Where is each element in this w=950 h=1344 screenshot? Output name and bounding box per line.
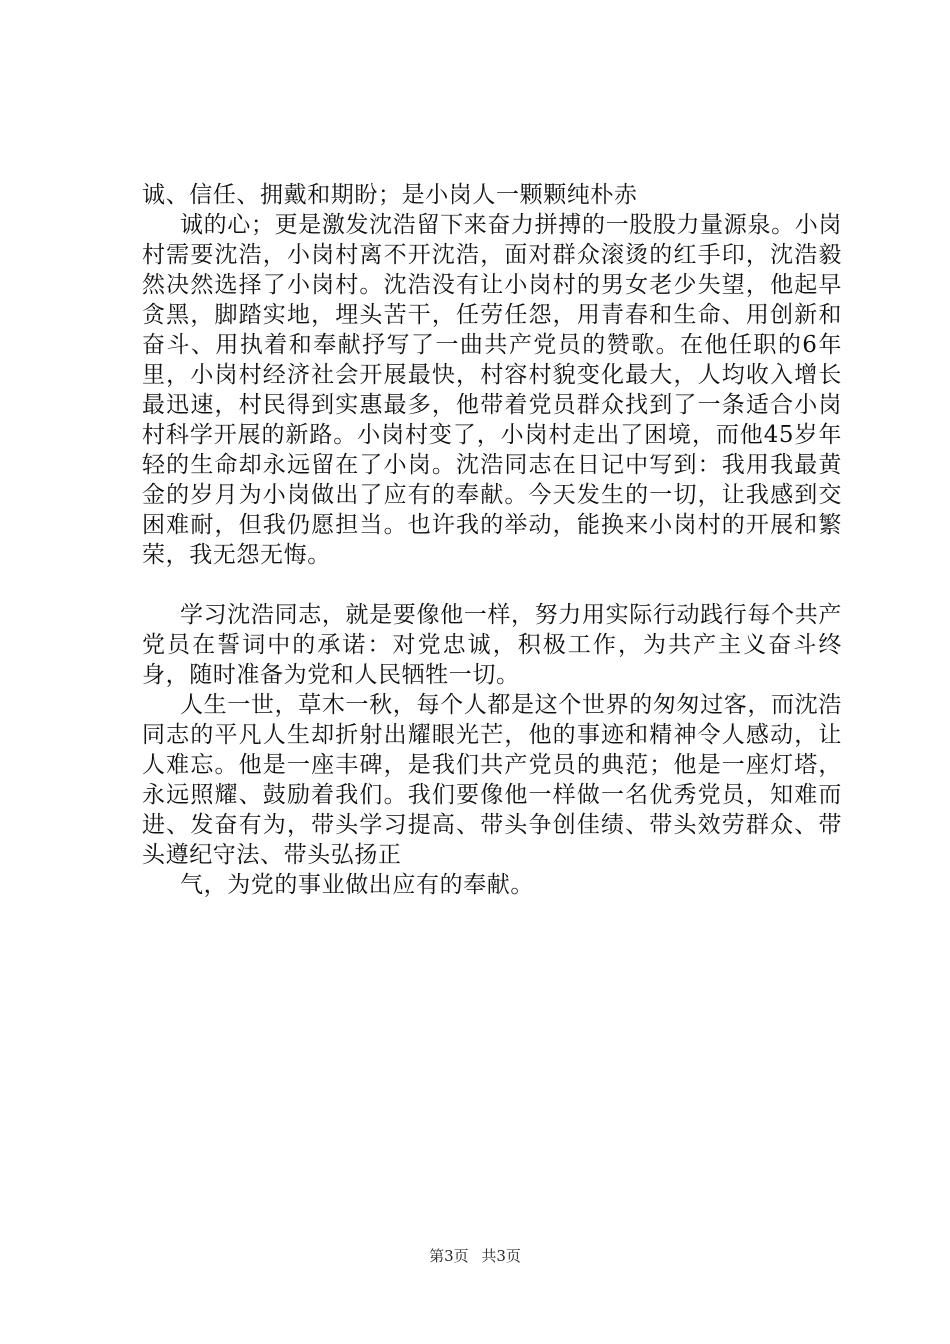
page-total: 共3页 — [481, 1247, 521, 1265]
paragraph-gap — [142, 570, 842, 600]
page-footer — [0, 1246, 950, 1266]
paragraph-1: 诚、信任、拥戴和期盼；是小岗人一颗颗纯朴赤 — [142, 182, 638, 208]
document-body — [142, 180, 842, 900]
paragraph-3: 学习沈浩同志，就是要像他一样，努力用实际行动践行每个共产党员在誓词中的承诺：对党忠诚，积极工作，为共产主义奋斗终身，随时准备为党和人民牺牲一切。 — [142, 602, 842, 688]
paragraph-4: 人生一世，草木一秋，每个人都是这个世界的匆匆过客，而沈浩同志的平凡人生却折射出耀眼光芒，他的事迹和精神令人感动，让人难忘。他是一座丰碑，是我们共产党员的典范；他是一座灯塔，永远照耀、鼓励着我们。我们要像他一样做一名优秀党员，知难而进、发奋有为，带头学习提高、带头争创佳绩、带头效劳群众、带头遵纪守法、带头弘扬正 — [142, 692, 842, 868]
page-number: 第3页 — [429, 1247, 469, 1265]
paragraph-5: 气，为党的事业做出应有的奉献。 — [180, 872, 534, 898]
paragraph-2: 诚的心；更是激发沈浩留下来奋力拼搏的一股股力量源泉。小岗村需要沈浩，小岗村离不开沈浩，面对群众滚烫的红手印，沈浩毅然决然选择了小岗村。沈浩没有让小岗村的男女老少失望，他起早贪黑，脚踏实地，埋头苦干，任劳任怨，用青春和生命、用创新和奋斗、用执着和奉献抒写了一曲共产党员的赞歌。在他任职的6年里，小岗村经济社会开展最快，村容村貌变化最大，人均收入增长最迅速，村民得到实惠最多，他带着党员群众找到了一条适合小岗村科学开展的新路。小岗村变了，小岗村走出了困境，而他45岁年轻的生命却永远留在了小岗。沈浩同志在日记中写到：我用我最黄金的岁月为小岗做出了应有的奉献。今天发生的一切，让我感到交困难耐，但我仍愿担当。也许我的举动，能换来小岗村的开展和繁荣，我无怨无悔。 — [142, 212, 842, 568]
